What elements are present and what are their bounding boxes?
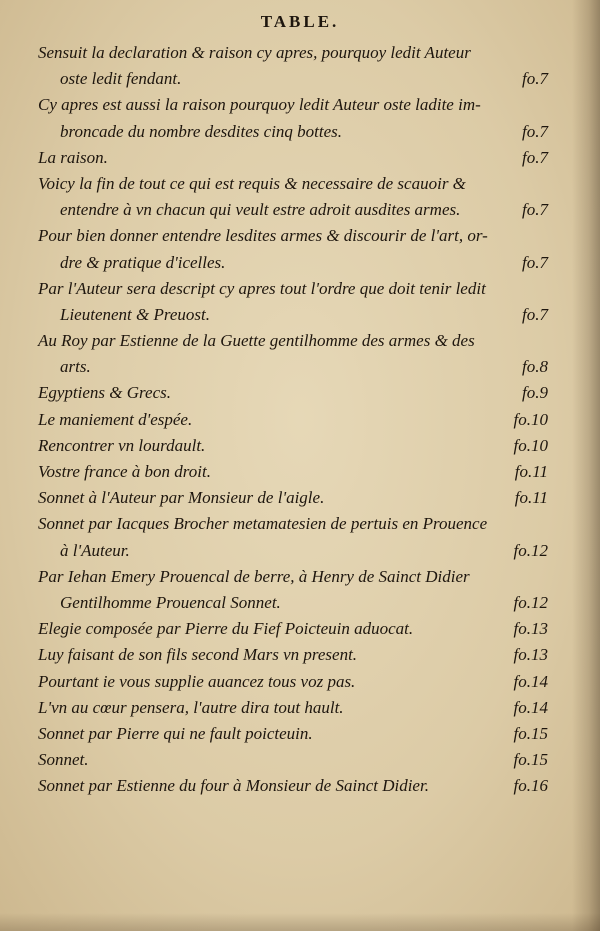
toc-entry-line [38,40,556,66]
folio-number: fo.13 [513,619,548,639]
toc-entry [38,747,556,773]
toc-entry [38,407,556,433]
toc-entry [38,721,556,747]
folio-number: fo.12 [513,540,548,560]
toc-entry-text: arts. [60,357,91,377]
toc-entry-text: oste ledit fendant. [60,69,182,89]
toc-entry [38,511,556,563]
toc-entry-line [38,616,556,642]
toc-entry [38,616,556,642]
folio-number: fo.7 [522,147,548,167]
folio-number: fo.9 [522,383,548,403]
toc-entry [38,433,556,459]
toc-entry-line [38,590,556,616]
toc-entry-text: Sonnet par Estienne du four à Monsieur de Sainct Didier. [38,776,429,796]
toc-entry-line [38,747,556,773]
toc-entry-text: à l'Auteur. [60,540,130,560]
folio-number: fo.10 [513,435,548,455]
folio-number: fo.7 [522,200,548,220]
toc-entry-line [38,66,556,92]
toc-entry-line [38,511,556,537]
toc-entry-line [38,250,556,276]
toc-entry-line [38,538,556,564]
toc-entry-text: Lieutenent & Preuost. [60,304,210,324]
toc-entry-text: Cy apres est aussi la raison pourquoy ledit Auteur oste ladite im- [38,95,481,115]
table-of-contents [38,40,556,799]
toc-entry-line [38,328,556,354]
toc-entry-line [38,145,556,171]
page-edge-shadow [572,0,600,931]
toc-entry [38,773,556,799]
folio-number: fo.14 [513,671,548,691]
toc-entry-line [38,119,556,145]
toc-entry [38,669,556,695]
toc-entry-line [38,642,556,668]
toc-entry-line [38,197,556,223]
toc-entry [38,92,556,144]
folio-number: fo.15 [513,750,548,770]
folio-number: fo.7 [522,252,548,272]
toc-entry-text: Pourtant ie vous supplie auancez tous voz pas. [38,671,356,691]
toc-entry [38,171,556,223]
toc-entry-text: Vostre france à bon droit. [38,462,211,481]
toc-entry-text: broncade du nombre desdites cinq bottes. [60,121,343,141]
toc-entry-text: entendre à vn chacun qui veult estre adroit ausdites armes. [60,200,461,220]
toc-entry [38,380,556,406]
folio-number: fo.7 [522,69,548,89]
toc-entry [38,459,556,485]
folio-number: fo.15 [513,723,548,743]
toc-entry-line [38,433,556,459]
toc-entry-text: Par l'Auteur sera descript cy apres tout l'ordre que doit tenir ledit [38,278,486,298]
toc-entry [38,485,556,511]
folio-number: fo.16 [513,776,548,796]
toc-entry-text: Au Roy par Estienne de la Guette gentilhomme des armes & des [38,331,475,351]
folio-number: fo.11 [514,488,548,508]
toc-entry [38,642,556,668]
toc-entry-line [38,407,556,433]
toc-entry-text: Sonnet par Iacques Brocher metamatesien de pertuis en Prouence [38,514,488,534]
toc-entry-line [38,773,556,799]
toc-entry [38,40,556,92]
toc-entry-line [38,171,556,197]
toc-entry-text: Rencontrer vn lourdault. [38,435,206,455]
toc-entry-line [38,302,556,328]
running-header: TABLE. [260,12,340,31]
toc-entry-line [38,380,556,406]
toc-entry-text: Par Iehan Emery Prouencal de berre, à Henry de Sainct Didier [38,566,470,586]
toc-entry-text: Sonnet par Pierre qui ne fault poicteuin. [38,723,313,743]
toc-entry [38,223,556,275]
folio-number: fo.7 [522,304,548,324]
toc-entry-line [38,721,556,747]
toc-entry-text: Sonnet. [38,750,89,770]
toc-entry-line [38,564,556,590]
toc-entry-text: L'vn au cœur pensera, l'autre dira tout hault. [38,697,344,717]
toc-entry-text: Sensuit la declaration & raison cy apres, pourquoy ledit Auteur [38,43,471,62]
toc-entry [38,695,556,721]
toc-entry-line [38,459,556,485]
folio-number: fo.14 [513,697,548,717]
toc-entry-text: dre & pratique d'icelles. [60,252,226,272]
toc-entry-line [38,92,556,118]
toc-entry-text: Egyptiens & Grecs. [38,383,171,403]
folio-number: fo.12 [513,592,548,612]
toc-entry-text: Voicy la fin de tout ce qui est requis & necessaire de scauoir & [38,173,466,193]
toc-entry-text: La raison. [38,147,108,167]
toc-entry-text: Pour bien donner entendre lesdites armes & discourir de l'art, or- [38,226,488,246]
toc-entry-line [38,485,556,511]
toc-entry-line [38,695,556,721]
toc-entry-text: Le maniement d'espée. [38,409,193,429]
folio-number: fo.8 [522,357,548,377]
toc-entry-line [38,354,556,380]
toc-entry-text: Luy faisant de son fils second Mars vn present. [38,645,358,665]
folio-number: fo.10 [513,409,548,429]
toc-entry-text: Sonnet à l'Auteur par Monsieur de l'aigle. [38,488,325,508]
folio-number: fo.13 [513,645,548,665]
toc-entry-line [38,669,556,695]
toc-entry-text: Elegie composée par Pierre du Fief Poicteuin aduocat. [38,619,414,639]
toc-entry-line [38,276,556,302]
toc-entry-text: Gentilhomme Prouencal Sonnet. [60,592,281,612]
toc-entry [38,145,556,171]
folio-number: fo.7 [522,121,548,141]
folio-number: fo.11 [514,462,548,481]
page-bottom-shadow [0,913,600,931]
toc-entry-line [38,223,556,249]
toc-entry [38,564,556,616]
toc-entry [38,328,556,380]
toc-entry [38,276,556,328]
